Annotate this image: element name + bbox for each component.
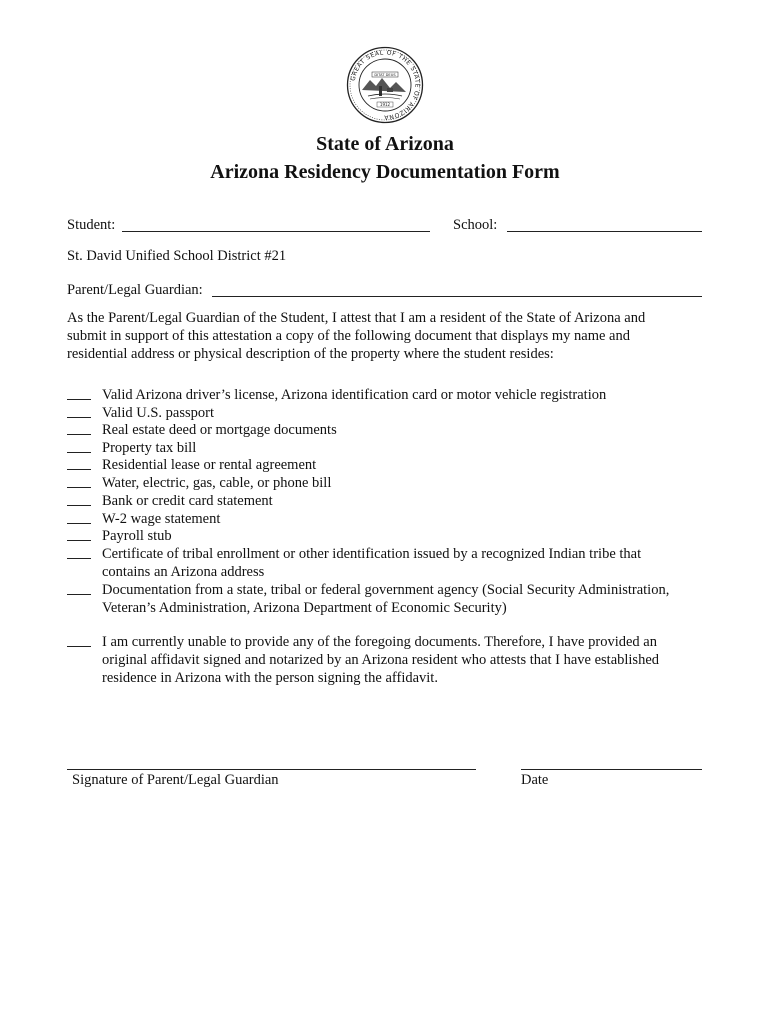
page-title: State of Arizona (316, 133, 454, 155)
doc-option-label: contains an Arizona address (102, 564, 265, 580)
doc-option-label: Property tax bill (102, 439, 197, 456)
seal-ring-text: GREAT SEAL OF THE STATE OF ARIZONA (349, 49, 421, 121)
attestation-line: residential address or physical description of the property where the student resides: (67, 346, 554, 362)
school-label: School: (453, 217, 498, 233)
guardian-label: Parent/Legal Guardian: (67, 282, 203, 298)
doc-option-label: Real estate deed or mortgage documents (102, 422, 337, 438)
district-name: St. David Unified School District #21 (67, 248, 287, 264)
date-label: Date (521, 772, 549, 788)
checkbox-blank[interactable] (67, 456, 91, 470)
date-line[interactable] (521, 769, 702, 770)
checkbox-blank[interactable] (67, 386, 91, 400)
doc-option-label: Residential lease or rental agreement (102, 457, 317, 473)
doc-option-label: Veteran’s Administration, Arizona Department of Economic Security) (102, 600, 507, 616)
checkbox-blank[interactable] (67, 545, 91, 559)
school-field[interactable] (507, 231, 702, 232)
checkbox-blank[interactable] (67, 581, 91, 595)
checkbox-blank[interactable] (67, 492, 91, 506)
checkbox-blank[interactable] (67, 439, 91, 453)
checkbox-blank[interactable] (67, 474, 91, 488)
signature-label: Signature of Parent/Legal Guardian (72, 772, 279, 788)
attestation-paragraph (67, 309, 707, 363)
affidavit-line: I am currently unable to provide any of the foregoing documents. Therefore, I have provided an (102, 634, 657, 650)
doc-option-label: Documentation from a state, tribal or federal government agency (Social Security Administration, (102, 582, 670, 598)
doc-option-label: W-2 wage statement (102, 510, 221, 527)
checkbox-blank[interactable] (67, 421, 91, 435)
doc-option-label: Valid Arizona driver’s license, Arizona identification card or motor vehicle registration (102, 387, 607, 403)
seal-motto: DITAT DEUS (374, 73, 396, 77)
affidavit-line: residence in Arizona with the person signing the affidavit. (102, 670, 438, 686)
signature-line[interactable] (67, 769, 476, 770)
form-title: Arizona Residency Documentation Form (210, 161, 560, 183)
checkbox-blank[interactable] (67, 510, 91, 524)
guardian-field[interactable] (212, 296, 702, 297)
doc-option-label: Certificate of tribal enrollment or other identification issued by a recognized Indian tribe that (102, 546, 642, 562)
doc-option-label: Valid U.S. passport (102, 404, 214, 421)
affidavit-line: original affidavit signed and notarized by an Arizona resident who attests that I have established (102, 652, 660, 668)
student-field[interactable] (122, 231, 430, 232)
state-seal-image (346, 46, 424, 124)
student-label: Student: (67, 217, 116, 233)
doc-option-label: Payroll stub (102, 528, 172, 544)
checkbox-blank[interactable] (67, 404, 91, 418)
seal-year: 1912 (379, 102, 391, 107)
attestation-line: As the Parent/Legal Guardian of the Student, I attest that I am a resident of the State of Arizona and (67, 310, 646, 326)
checkbox-blank[interactable] (67, 527, 91, 541)
doc-option-label: Bank or credit card statement (102, 492, 273, 509)
attestation-line: submit in support of this attestation a copy of the following document that displays my name and (67, 328, 630, 344)
checkbox-blank[interactable] (67, 633, 91, 647)
doc-option-label: Water, electric, gas, cable, or phone bill (102, 475, 332, 491)
